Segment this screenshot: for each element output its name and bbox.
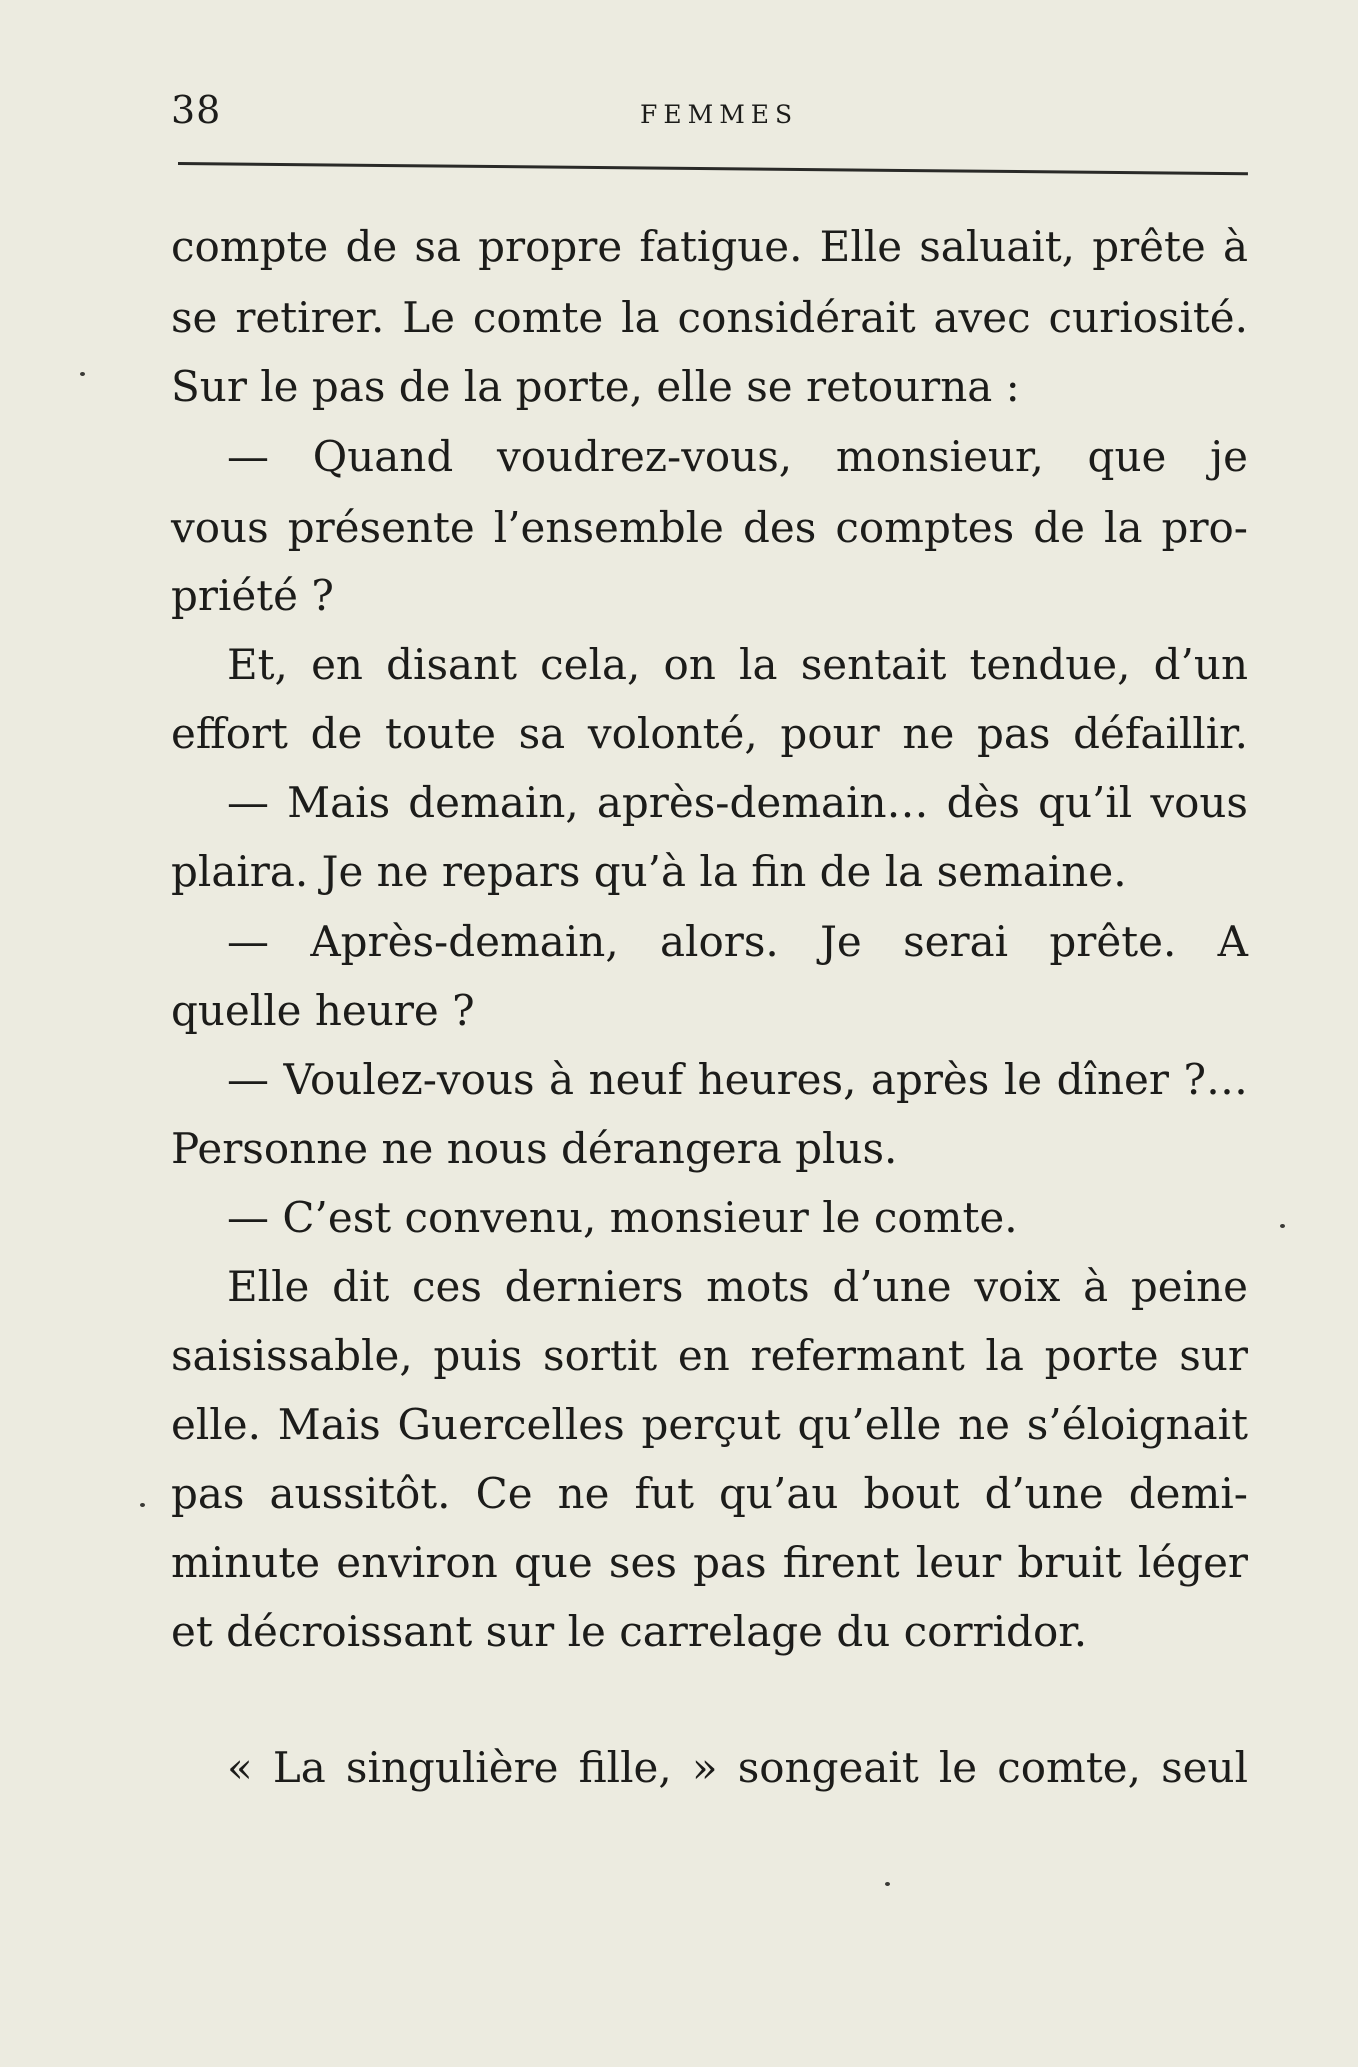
text-line: plaira. Je ne repars qu’à la fin de la semaine. (171, 847, 1127, 896)
text-line: quelle heure ? (171, 986, 475, 1035)
paper-speck (140, 1503, 145, 1507)
running-head: FEMMES (640, 100, 799, 129)
text-line: — Quand voudrez-vous, monsieur, que je (227, 432, 1248, 481)
text-line: elle. Mais Guercelles perçut qu’elle ne s’éloignait (171, 1400, 1248, 1449)
text-line: compte de sa propre fatigue. Elle saluait, prête à (171, 222, 1248, 271)
text-line: — Mais demain, après-demain… dès qu’il vous (227, 778, 1248, 827)
text-line: pas aussitôt. Ce ne fut qu’au bout d’une demi- (171, 1469, 1248, 1518)
text-line: — Voulez-vous à neuf heures, après le dîner ?… (227, 1055, 1248, 1104)
text-line: « La singulière fille, » songeait le comte, seul (227, 1743, 1248, 1792)
header-rule (178, 162, 1248, 175)
text-line: effort de toute sa volonté, pour ne pas défaillir. (171, 709, 1248, 758)
text-line: saisissable, puis sortit en refermant la porte sur (171, 1331, 1248, 1380)
paper-speck (80, 372, 85, 376)
text-line: — C’est convenu, monsieur le comte. (227, 1193, 1018, 1242)
text-line: minute environ que ses pas firent leur bruit léger (171, 1538, 1248, 1587)
paper-speck (885, 1882, 890, 1886)
text-line: Sur le pas de la porte, elle se retourna : (171, 362, 1020, 411)
text-line: Personne ne nous dérangera plus. (171, 1124, 898, 1173)
page-number: 38 (171, 88, 222, 132)
paper-speck (1280, 1224, 1285, 1228)
text-line: se retirer. Le comte la considérait avec curiosité. (171, 293, 1248, 342)
text-line: Et, en disant cela, on la sentait tendue, d’un (227, 640, 1248, 689)
text-line: vous présente l’ensemble des comptes de la pro- (171, 503, 1248, 552)
text-line: et décroissant sur le carrelage du corridor. (171, 1607, 1088, 1656)
text-line: priété ? (171, 571, 334, 620)
text-line: — Après-demain, alors. Je serai prête. A (227, 917, 1248, 966)
text-line: Elle dit ces derniers mots d’une voix à peine (227, 1262, 1248, 1311)
